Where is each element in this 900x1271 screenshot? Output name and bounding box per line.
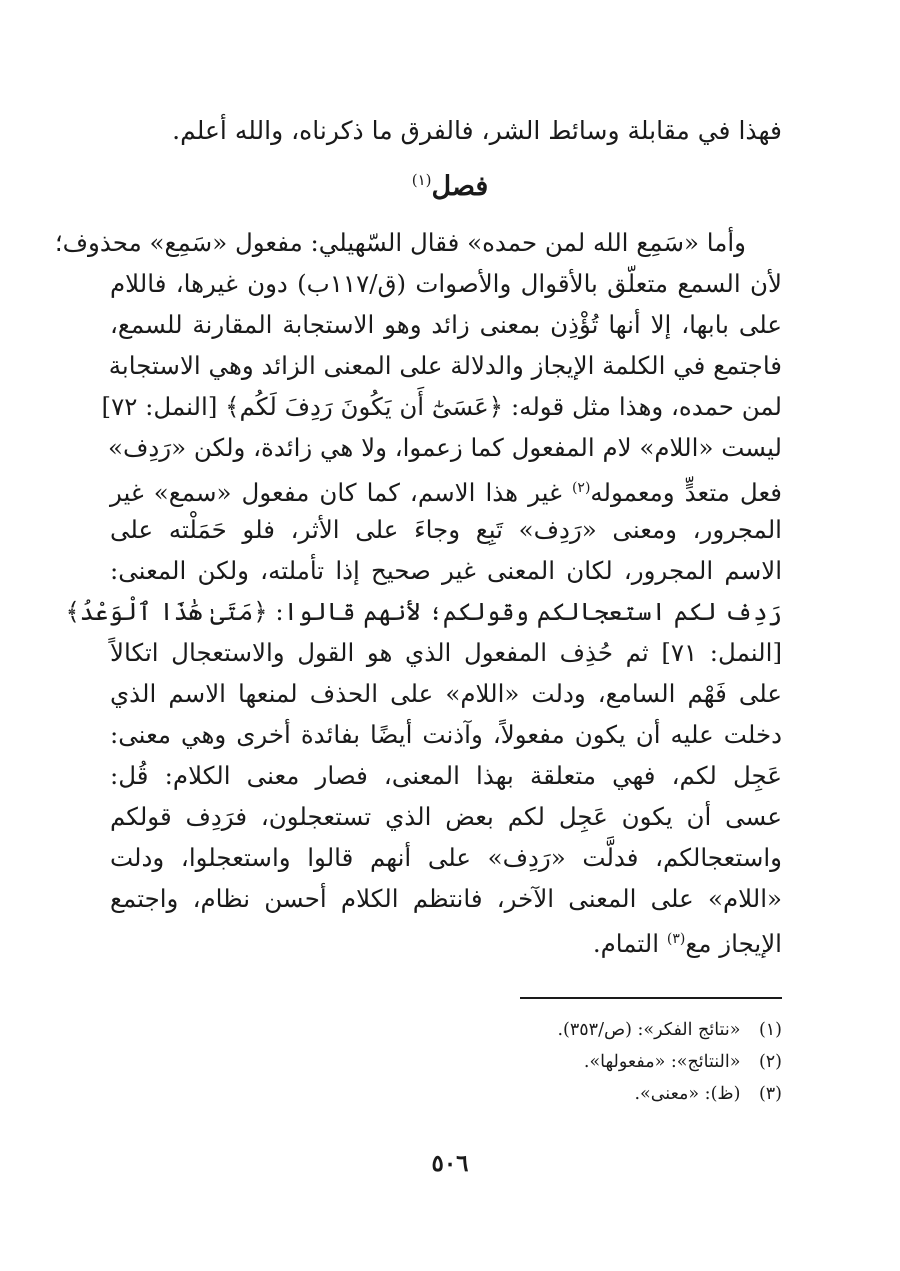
paragraph-line: لأن السمع متعلّق بالأقوال والأصوات (ق/١١٧ب) دون غيرها، فاللام [110, 269, 782, 298]
footnote-number: (٣) [758, 1084, 782, 1104]
footnote-text: «نتائج الفكر»: (ص/٣٥٣). [557, 1020, 741, 1040]
footnotes [300, 1014, 782, 1110]
section-heading [0, 160, 900, 207]
footnote-item [300, 1078, 782, 1110]
footnote-text: «النتائج»: «مفعولها». [583, 1052, 741, 1072]
paragraph-line: فاجتمع في الكلمة الإيجاز والدلالة على المعنى الزائد وهي الاستجابة [108, 351, 782, 380]
paragraph-line [110, 919, 782, 960]
paragraph-line: على بابها، إلا أنها تُؤْذِن بمعنى زائد وهو الاستجابة المقارنة للسمع، [110, 310, 782, 339]
paragraph-line: الاسم المجرور، لكان المعنى غير صحيح إذا تأملته، ولكن المعنى: [110, 556, 782, 585]
paragraph-line: على فَهْم السامع، ودلت «اللام» على الحذف لمنعها الاسم الذي [110, 679, 782, 708]
paragraph-line: لمن حمده، وهذا مثل قوله: ﴿عَسَىٰٓ أَن يَكُونَ رَدِفَ لَكُم﴾ [النمل: ٧٢] [101, 392, 782, 421]
opening-line: فهذا في مقابلة وسائط الشر، فالفرق ما ذكرناه، والله أعلم. [172, 116, 782, 145]
footnote-number: (٢) [758, 1052, 782, 1072]
paragraph-line: [النمل: ٧١] ثم حُذِف المفعول الذي هو القول والاستعجال اتكالاً [110, 638, 782, 667]
paragraph-line: ليست «اللام» لام المفعول كما زعموا، ولا هي زائدة، ولكن «رَدِف» [107, 433, 782, 462]
paragraph-line-end: التمام. [592, 929, 667, 959]
main-paragraph [54, 222, 782, 960]
footnote-item [300, 1046, 782, 1078]
footnote-ref: (٢) [571, 480, 591, 496]
paragraph-line [110, 468, 782, 509]
paragraph-line: «اللام» على المعنى الآخر، فانتظم الكلام أحسن نظام، واجتمع [110, 884, 782, 913]
footnote-number: (١) [758, 1020, 782, 1040]
paragraph-line: عَجِل لكم، فهي متعلقة بهذا المعنى، فصار معنى الكلام: قُل: [110, 761, 782, 790]
paragraph-line: وأما «سَمِع الله لمن حمده» فقال السّهيلي: مفعول «سَمِع» محذوف؛ [54, 228, 746, 257]
paragraph-line: واستعجالكم، فدلَّت «رَدِف» على أنهم قالوا واستعجلوا، ودلت [110, 843, 782, 872]
paragraph-line: المجرور، ومعنى «رَدِف» تَبِع وجاءَ على الأثر، فلو حَمَلْته على [110, 515, 782, 544]
footnote-divider [520, 997, 782, 999]
footnote-text: (ظ): «معنى». [634, 1084, 741, 1104]
section-heading-text: فصل [431, 171, 489, 202]
section-heading-footnote-ref: (١) [411, 171, 432, 189]
page-number: ٥٠٦ [431, 1150, 469, 1177]
paragraph-line: رَدِف لكم استعجالكم وقولكم؛ لأنهم قالوا: ﴿مَتَىٰ هَٰذَا ٱلْوَعْدُ﴾ [65, 597, 782, 626]
paragraph-line-start: الإيجاز مع [685, 929, 782, 959]
paragraph-line: عسى أن يكون عَجِل لكم بعض الذي تستعجلون، فرَدِف قولكم [110, 802, 782, 831]
paragraph-line: دخلت عليه أن يكون مفعولاً، وآذنت أيضًا بفائدة أخرى وهي معنى: [110, 720, 782, 749]
footnote-item [300, 1014, 782, 1046]
paragraph-line-start: فعل متعدٍّ ومعموله [590, 478, 782, 508]
footnote-ref: (٣) [666, 931, 686, 947]
paragraph-line-end: غير هذا الاسم، كما كان مفعول «سمع» غير [110, 478, 572, 508]
